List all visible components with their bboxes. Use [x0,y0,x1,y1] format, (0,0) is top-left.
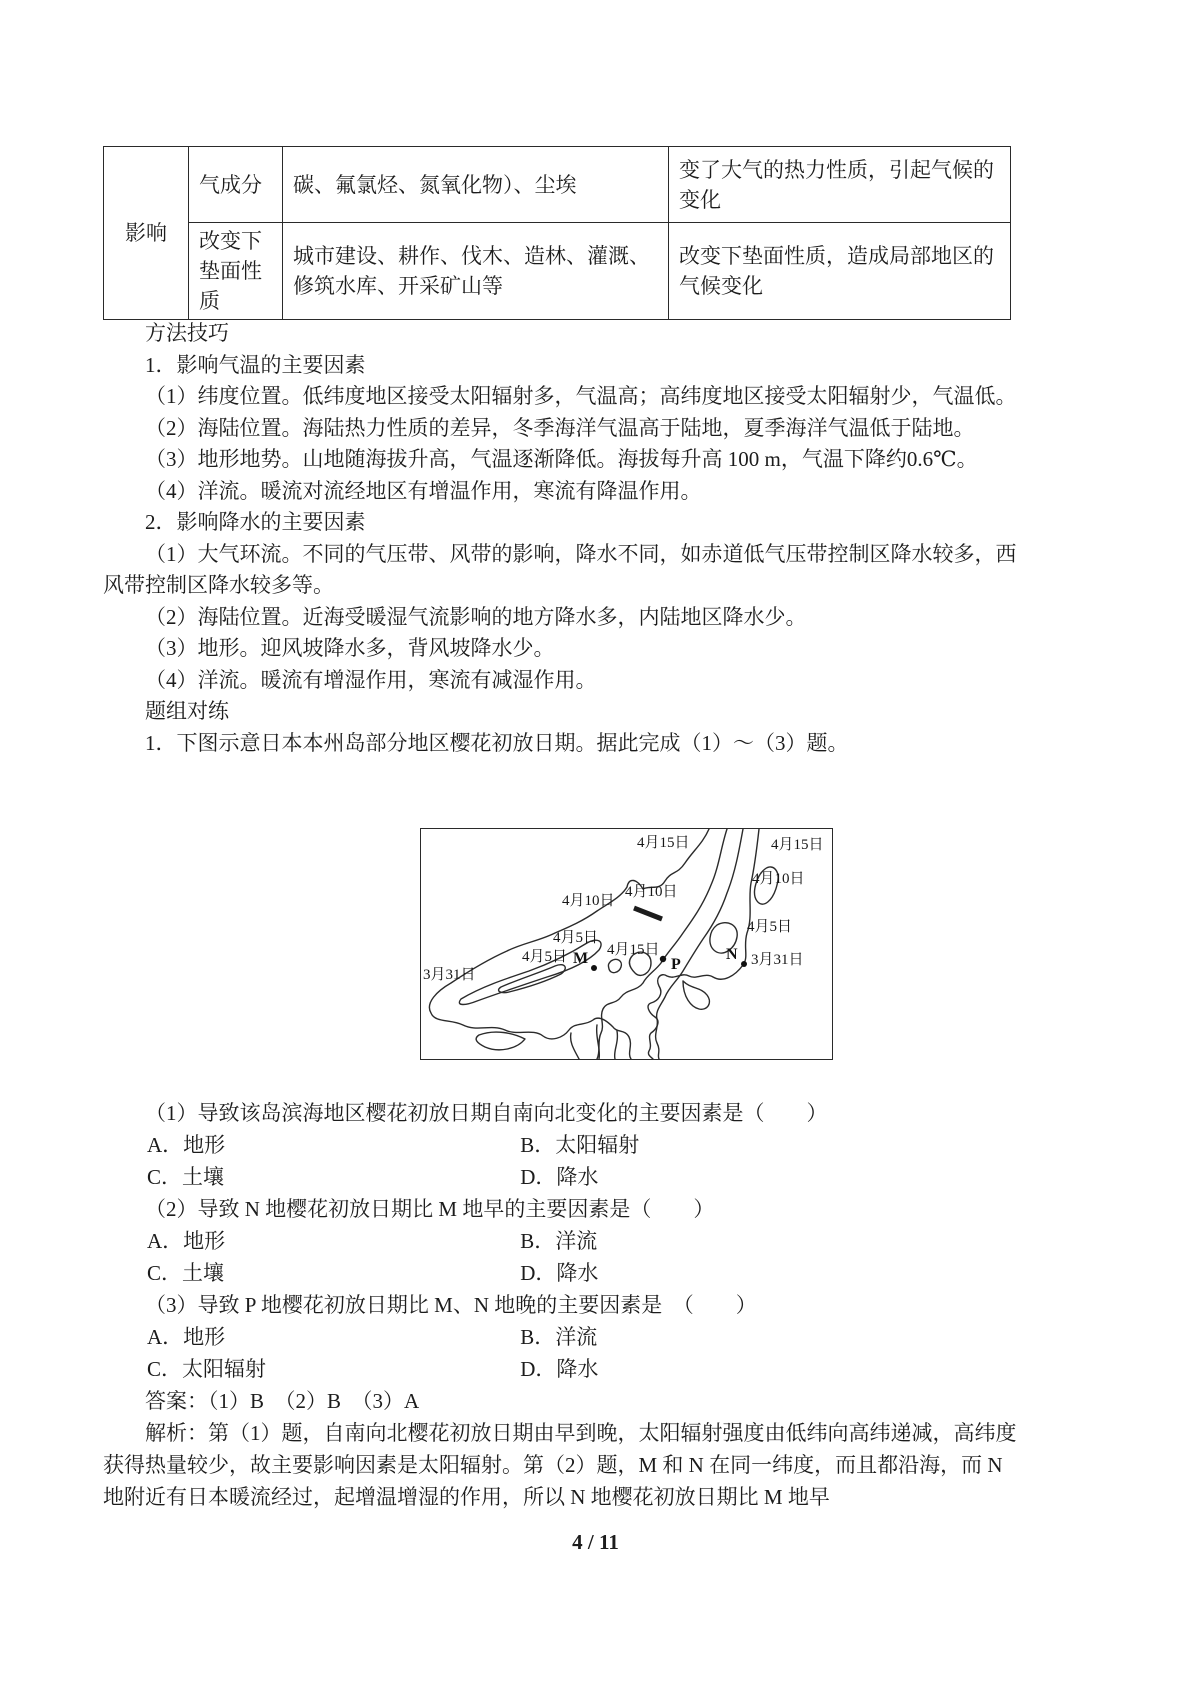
table-cell-effect: 改变下垫面性质，造成局部地区的气候变化 [669,223,1011,320]
option-d: D．降水 [520,1165,599,1189]
option-d: D．降水 [520,1261,599,1285]
question-3-stem: （3）导致 P 地樱花初放日期比 M、N 地晚的主要因素是 （ ） [145,1293,757,1317]
m1-title: 1．影响气温的主要因素 [145,352,366,377]
answer-line: 答案：（1）B （2）B （3）A [145,1389,420,1413]
date-label: 4月5日 [553,930,599,946]
option-a: A．地形 [147,1229,226,1253]
method-section [103,318,1020,759]
m1-item: （1）纬度位置。低纬度地区接受太阳辐射多，气温高；高纬度地区接受太阳辐射少，气温低。 [145,384,1017,408]
option-row [103,1353,1023,1385]
option-row [103,1321,1023,1353]
page-number: 4 / 11 [572,1530,619,1554]
date-label: 4月10日 [562,893,615,909]
table-row [104,147,1011,223]
m1-item: （4）洋流。暖流对流经地区有增温作用，寒流有降温作用。 [145,478,702,503]
m2-item: （1）大气环流。不同的气压带、风带的影响，降水不同，如赤道低气压带控制区降水较多，西风带控制区降水较多等。 [103,541,1017,597]
option-row [103,1161,1023,1193]
date-label: 4月10日 [625,884,678,900]
table-cell-examples: 城市建设、耕作、伐木、造林、灌溉、修筑水库、开采矿山等 [283,223,669,320]
table-cell-type: 气成分 [189,147,283,223]
option-a: A．地形 [147,1325,226,1349]
date-label: 3月31日 [423,967,476,983]
option-b: B．洋流 [520,1229,598,1253]
option-c: C．土壤 [147,1261,225,1285]
table-row [104,223,1011,320]
analysis-paragraph: 解析：第（1）题，自南向北樱花初放日期由早到晚，太阳辐射强度由低纬向高纬递减，高纬度获得热量较少，故主要影响因素是太阳辐射。第（2）题，M 和 N 在同一纬度，而且都沿海，而 N 地附近有日本暖流经过，起增温增湿的作用，所以 N 地樱花初放日期比 M 地早 [103,1421,1017,1509]
table-cell-type: 改变下垫面性质 [189,223,283,320]
point-n-label: N [726,946,738,963]
question-group [103,1097,1023,1513]
m2-item: （4）洋流。暖流有增湿作用，寒流有减湿作用。 [145,667,597,692]
option-c: C．土壤 [147,1165,225,1189]
option-b: B．太阳辐射 [520,1133,640,1157]
m1-item: （3）地形地势。山地随海拔升高，气温逐渐降低。海拔每升高 100 m，气温下降约0.6℃。 [145,447,978,471]
lake-biwa-mark [634,908,662,919]
table-cell-examples: 碳、氟氯烃、氮氧化物）、尘埃 [283,147,669,223]
point-n-dot [741,961,747,967]
option-row [103,1225,1023,1257]
date-label: 4月15日 [637,835,690,851]
date-label: 4月15日 [771,837,824,853]
point-m-label: M [573,950,589,967]
m1-item: （2）海陆位置。海陆热力性质的差异，冬季海洋气温高于陆地，夏季海洋气温低于陆地。 [145,415,975,440]
question-1-stem: （1）导致该岛滨海地区樱花初放日期自南向北变化的主要因素是（ ） [145,1101,828,1125]
date-label: 3月31日 [751,952,804,968]
method-title: 方法技巧 [145,321,229,345]
option-row [103,1257,1023,1289]
question-2-stem: （2）导致 N 地樱花初放日期比 M 地早的主要因素是（ ） [145,1197,715,1221]
option-b: B．洋流 [520,1325,598,1349]
climate-influence-table [103,146,1011,320]
point-m-dot [591,965,597,971]
table-cell-row-header: 影响 [104,147,189,320]
option-d: D．降水 [520,1357,599,1381]
m2-item: （2）海陆位置。近海受暖湿气流影响的地方降水多，内陆地区降水少。 [145,604,807,629]
date-label: 4月15日 [607,942,660,958]
date-label: 4月5日 [747,919,793,935]
point-p-dot [660,956,666,962]
japan-sakura-map-figure [420,828,833,1060]
table-cell-effect: 变了大气的热力性质，引起气候的变化 [669,147,1011,223]
m2-item: （3）地形。迎风坡降水多，背风坡降水少。 [145,636,555,660]
option-c: C．太阳辐射 [147,1357,267,1381]
point-p-label: P [671,956,681,973]
option-row [103,1129,1023,1161]
m2-title: 2．影响降水的主要因素 [145,510,366,534]
practice-title: 题组对练 [145,699,229,723]
date-label: 4月10日 [752,871,805,887]
option-a: A．地形 [147,1133,226,1157]
date-label: 4月5日 [522,949,568,965]
practice-intro: 1．下图示意日本本州岛部分地区樱花初放日期。据此完成（1）～（3）题。 [145,730,849,755]
